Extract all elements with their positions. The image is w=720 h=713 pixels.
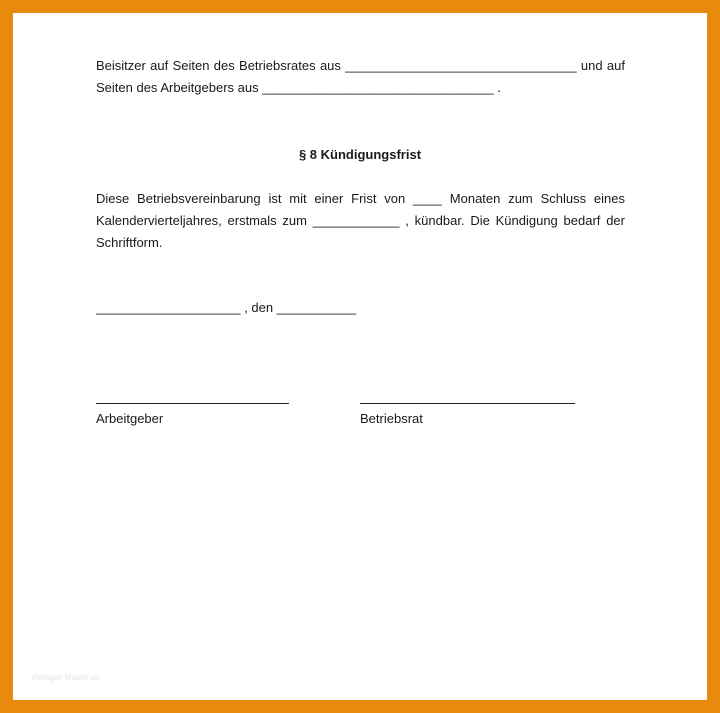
paragraph-beisitzer: Beisitzer auf Seiten des Betriebsrates aus ________________________________ und auf Seiten des Arbeitgebers aus ________________________________ .: [96, 58, 625, 95]
document-page: [13, 13, 707, 700]
signature-label-betriebsrat: Betriebsrat: [360, 411, 423, 426]
paragraph-kuendigungsfrist: Diese Betriebsvereinbarung ist mit einer Frist von ____ Monaten zum Schluss eines Kalendervierteljahres, erstmals zum ____________ , kündbar. Die Kündigung bedarf der Schriftform.: [96, 191, 625, 250]
signature-line-arbeitgeber: [96, 403, 289, 404]
place-date-line: ____________________ , den ___________: [96, 300, 357, 315]
signature-line-betriebsrat: [360, 403, 575, 404]
watermark: Vorlagen Muster.de: [31, 673, 100, 682]
section-heading: § 8 Kündigungsfrist: [298, 147, 422, 162]
signature-label-arbeitgeber: Arbeitgeber: [96, 411, 164, 426]
